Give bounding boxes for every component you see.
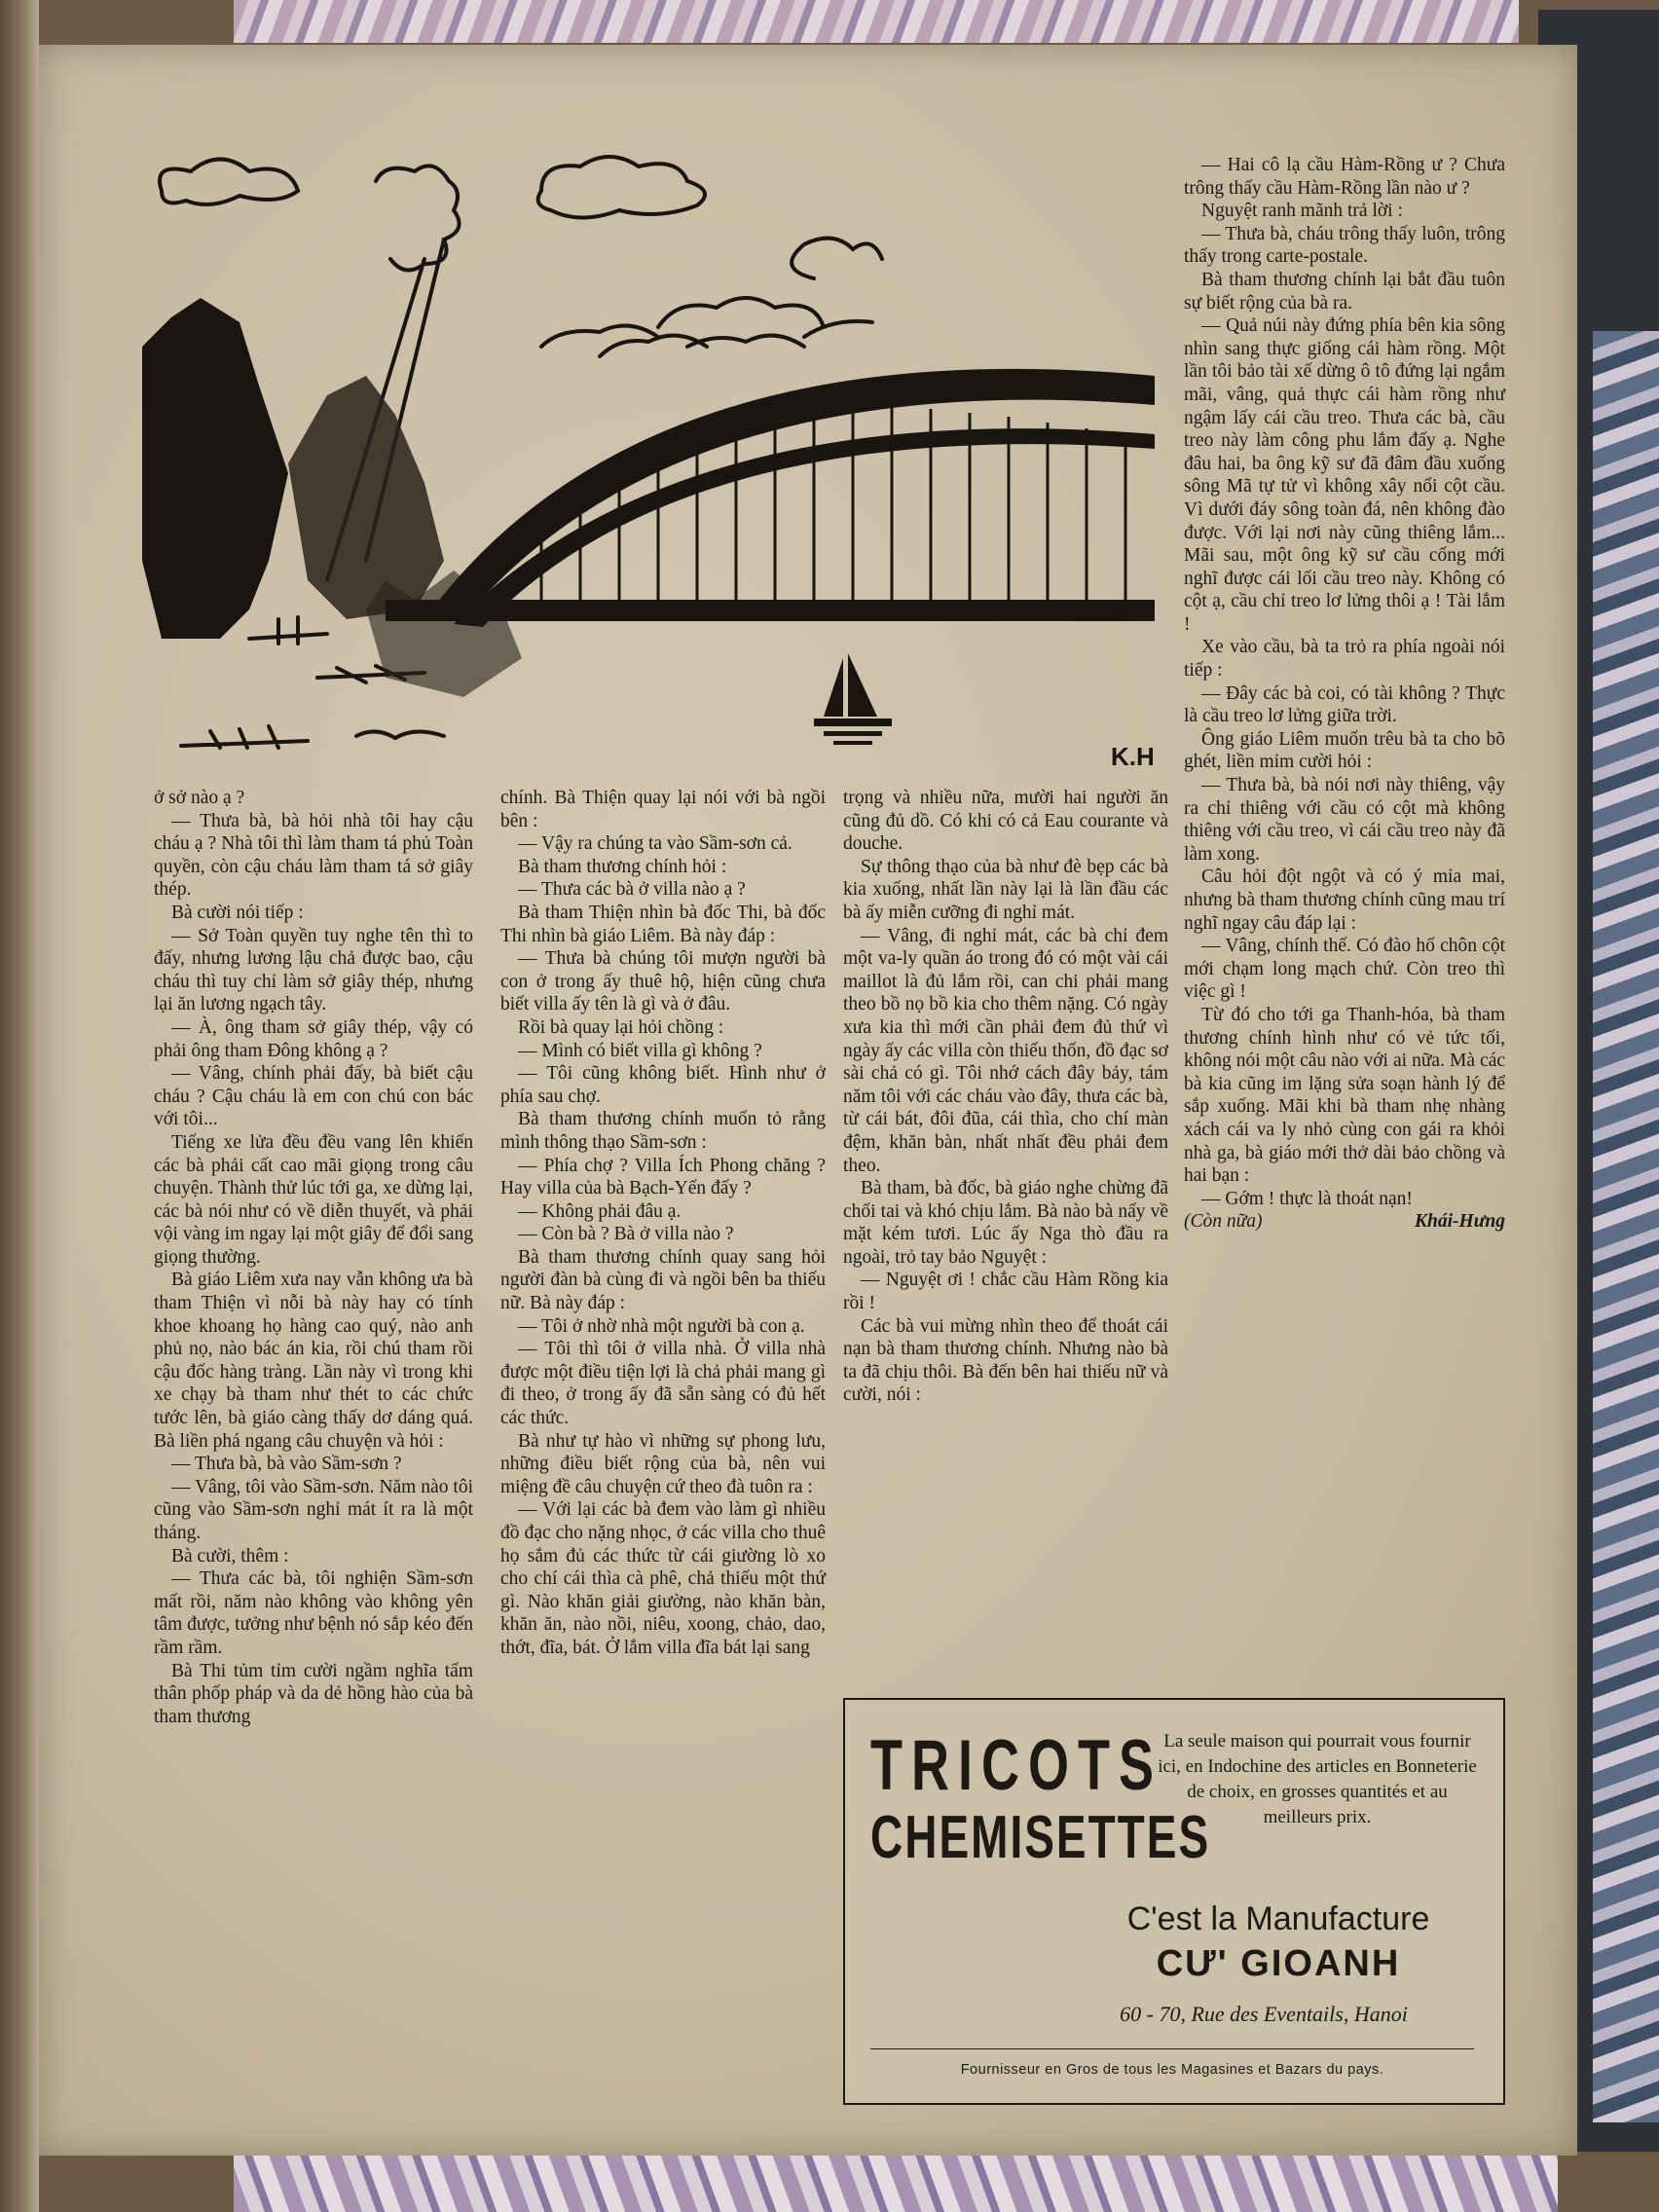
book-binding [0,0,39,2212]
paragraph: — Mình có biết villa gì không ? [518,1040,762,1061]
illustrator-signature: K.H [1111,742,1155,771]
ad-description: La seule maison qui pourrait vous fournir ici, en Indochine des articles en Bonneterie de choix, en grosses quantités et au meilleurs prix. [1158,1731,1477,1827]
paragraph: Ông giáo Liêm muốn trêu bà ta cho bõ ghét, liền mỉm cười hỏi : [1184,728,1505,773]
paragraph: Nguyệt ranh mãnh trả lời : [1201,201,1403,222]
paragraph: — Thưa bà, cháu trông thấy luôn, trông thấy trong carte-postale. [1184,223,1505,268]
ad-brand-name: CƯ' GIOANH [1156,1943,1401,1984]
paragraph: Bà tham thương chính lại bắt đầu tuôn sự biết rộng của bà ra. [1184,269,1505,313]
paragraph: — Sở Toàn quyền tuy nghe tên thì to đấy, nhưng lương lậu chả được bao, cậu cháu thì tuy chỉ làm sở giây thép, nhưng lại ăn lương ngạch tây. [154,925,473,1015]
paragraph: Sự thông thạo của bà như đè bẹp các bà kia xuống, nhất lần này lại là lần đầu các bà ấy miễn cưỡng đi nghỉ mát. [843,856,1168,923]
advertisement-box [843,1698,1505,2105]
marbled-edge-right [1593,331,1659,2122]
paragraph: Các bà vui mừng nhìn theo để thoát cái nạn bà tham thương chính. Nhưng nào bà ta đã chịu thôi. Bà đến bên hai thiếu nữ và cười, nói : [843,1315,1168,1406]
paragraph: — Phía chợ ? Villa Ích Phong chăng ? Hay villa của bà Bạch-Yến đấy ? [500,1155,826,1199]
ad-address: 60 - 70, Rue des Eventails, Hanoi [1120,2002,1408,2026]
marbled-edge-top [234,0,1519,43]
ad-footer: Fournisseur en Gros de tous les Magasines et Bazars du pays. [960,2062,1384,2078]
continued-note: (Còn nữa) [1184,1211,1263,1233]
paragraph: Bà tham Thiện nhìn bà đốc Thi, bà đốc Thi nhìn bà giáo Liêm. Bà này đáp : [500,902,826,946]
paragraph: trọng và nhiều nữa, mười hai người ăn cũng đủ dồ. Có khi có cả Eau courante và douche. [843,788,1168,855]
paragraph: — Không phải đâu ạ. [518,1200,682,1222]
paragraph: — Hai cô lạ cầu Hàm-Rồng ư ? Chưa trông thấy cầu Hàm-Rồng lần nào ư ? [1184,155,1505,199]
ad-title-tricots: TRICOTS [870,1726,1162,1806]
marbled-edge-bottom [234,2152,1558,2212]
paragraph: Bà tham, bà đốc, bà giáo nghe chừng đã chối tai và khó chịu lắm. Bà nào bà nấy về mặt kém tươi. Lúc ấy Nga thò đầu ra ngoài, trỏ tay bảo Nguyệt : [843,1178,1168,1268]
paragraph: — Thưa các bà, tôi nghiện Sầm-sơn mất rồi, năm nào không vào không yên tâm được, tưởng như bệnh nó sắp kéo đến rầm rầm. [154,1568,473,1658]
paragraph: — Tôi thì tôi ở villa nhà. Ở villa nhà được một điều tiện lợi là chả phải mang gì đi theo, ở trong ấy đã sẵn sàng có đủ hết các thức. [500,1339,826,1429]
magazine-page [39,45,1577,2156]
paragraph: Bà cười, thêm : [171,1545,289,1567]
paragraph: Bà giáo Liêm xưa nay vẫn không ưa bà tham Thiện vì nỗi bà này hay có tính khoe khoang họ hàng cao quý, nào anh phủ nọ, nào bác án kia, rồi chú tham rồi cậu đốc hàng tràng. Lần này vì trong khi xe chạy bà tham như thét to các chức tước lên, bà giáo càng thấy dơ dáng quá. Bà liền phá ngang câu chuyện và hỏi : [154,1270,473,1452]
paragraph: chính. Bà Thiện quay lại nói với bà ngồi bên : [500,788,826,831]
author-name: Khái-Hưng [1415,1211,1505,1233]
paragraph: — Với lại các bà đem vào làm gì nhiều đồ đạc cho nặng nhọc, ở các villa cho thuê họ sắm đủ các thức từ cái giường lò xo cho chí cái thìa cà phê, chả thiếu một thứ gì. Nào khăn giải giường, nào khăn bàn, khăn ăn, nào nồi, niêu, xoong, chảo, dao, thớt, đĩa, bát. Ở lắm villa đĩa bát lại sang [500,1499,826,1658]
paragraph: — Quả núi này đứng phía bên kia sông nhìn sang thực giống cái hàm rồng. Một lần tôi bảo tài xế dừng ô tô đứng lại ngắm mãi, vâng, quả thực cái hàm rồng như ngậm lấy cái cầu treo. Thưa các bà, cầu treo này làm công phu lắm đấy ạ. Nghe đâu hai, ba ông kỹ sư đã đâm đầu xuống sông Mã tự tử vì không xây nổi cột cầu. Vì dưới đáy sông toàn đá, nên không đào được. Với lại nơi này cũng thiêng lắm... Mãi sau, một ông kỹ sư cầu cống mới nghĩ được cái lối cầu treo này. Không có cột ạ, cầu chỉ treo lơ lửng thôi ạ ! Tài lắm ! [1184,315,1505,635]
paragraph: — Vâng, chính thế. Có đào hố chôn cột mới chạm long mạch chứ. Còn treo thì việc gì ! [1184,936,1505,1003]
paragraph: — Đây các bà coi, có tài không ? Thực là cầu treo lơ lửng giữa trời. [1184,682,1505,727]
paragraph: — Thưa các bà ở villa nào ạ ? [518,879,746,901]
paragraph: — Nguyệt ơi ! chắc cầu Hàm Rồng kia rồi ! [843,1270,1168,1314]
article-column-2 [500,787,826,1660]
paragraph: — Gớm ! thực là thoát nạn! [1201,1188,1413,1209]
paragraph: — Vâng, tôi vào Sầm-sơn. Năm nào tôi cũng vào Sầm-sơn nghỉ mát ít ra là một tháng. [154,1476,473,1543]
paragraph: Câu hỏi đột ngột và có ý mỉa mai, nhưng bà tham thương chính cũng mau trí nghĩ ngay câu đáp lại : [1184,866,1505,934]
paragraph: Bà như tự hào vì những sự phong lưu, những điều biết rộng của bà, nên vui miệng đề câu chuyện cứ theo đà tuôn ra : [500,1430,826,1497]
paragraph: — Vâng, chính phải đấy, bà biết cậu cháu ? Cậu cháu là em con chú con bác với tôi... [154,1063,473,1130]
bridge-illustration [132,152,1155,775]
paragraph: — Vâng, đi nghỉ mát, các bà chỉ đem một va-ly quần áo trong đó có một vài cái maillot là đủ lắm rồi, can chi phải mang theo bồ nọ bồ kia cho thêm nặng. Có ngày xưa kia thì mới cần phải đem đủ thứ vì ngày ấy các villa còn thiếu thốn, đồ đạc sơ sài chả có gì. Tôi nhớ cách đây bảy, tám năm tôi với các cháu vào đây, thưa các bà, từ cái bát, đôi đũa, cái thìa, cho chí màn đệm, khăn bàn, nhất nhất đều phải đem theo. [843,925,1168,1176]
paragraph: Bà tham thương chính hỏi : [518,856,727,877]
paragraph: Rồi bà quay lại hỏi chồng : [518,1016,724,1038]
paragraph: — Thưa bà chúng tôi mượn người bà con ở trong ấy thuê hộ, hiện cũng chưa biết villa ấy tên là gì và ở đâu. [500,948,826,1015]
paragraph: — Thưa bà, bà hỏi nhà tôi hay cậu cháu ạ ? Nhà tôi thì làm tham tá phủ Toàn quyền, còn cậu cháu làm tham tá sở giây thép. [154,810,473,901]
article-column-4 [1184,154,1505,1234]
paragraph: Xe vào cầu, bà ta trỏ ra phía ngoài nói tiếp : [1184,637,1505,682]
paragraph: Từ đó cho tới ga Thanh-hóa, bà tham thương chính hình như có vẻ tức tối, không nói một câu nào với ai nữa. Mà các bà kia cũng im lặng sửa soạn hành lý để sắp xuống. Mãi khi bà tham nhẹ nhàng xách cái va ly nhỏ cùng con gái ra khỏi nhà ga, bà giáo mới thở dài bảo chồng và hai bạn : [1184,1004,1505,1187]
paragraph: — Còn bà ? Bà ở villa nào ? [518,1224,734,1245]
paragraph: — Thưa bà, bà nói nơi này thiêng, vậy ra chỉ thiêng với cầu có cột mà không thiêng với cầu treo, vì cái cầu treo này đã làm xong. [1184,775,1505,865]
paragraph: Bà cười nói tiếp : [171,902,304,923]
paragraph: — Thưa bà, bà vào Sầm-sơn ? [171,1454,402,1475]
paragraph: Bà Thi tủm tỉm cười ngầm nghĩa tấm thân phốp pháp và da dẻ hồng hào của bà tham thương [154,1660,473,1727]
paragraph: ở sở nào ạ ? [154,788,245,808]
paragraph: — Vậy ra chúng ta vào Sầm-sơn cả. [518,833,793,855]
paragraph: Tiếng xe lửa đều đều vang lên khiến các bà phải cất cao mãi giọng trong câu chuyện. Thành thử lúc tới ga, xe dừng lại, các bà nói như có về diễn thuyết, và phải vội vàng im ngay lại một giây để đổi sang giọng thường. [154,1131,473,1268]
paragraph: — Tôi ở nhờ nhà một người bà con ạ. [518,1315,805,1337]
ad-title-chemisettes: CHEMISETTES [870,1802,1211,1871]
article-column-3 [843,787,1168,1407]
paragraph: Bà tham thương chính muốn tỏ rằng mình thông thạo Sầm-sơn : [500,1109,826,1153]
paragraph: — À, ông tham sở giây thép, vậy có phải ông tham Đông không ạ ? [154,1016,473,1061]
article-signature [1184,1210,1505,1234]
paragraph: Bà tham thương chính quay sang hỏi người đàn bà cùng đi và ngồi bên ba thiếu nữ. Bà này đáp : [500,1246,826,1314]
ad-divider [870,2048,1474,2050]
paragraph: — Tôi cũng không biết. Hình như ở phía sau chợ. [500,1063,826,1107]
ad-manufacture-line: C'est la Manufacture [1126,1900,1430,1937]
article-column-1 [154,787,473,1728]
